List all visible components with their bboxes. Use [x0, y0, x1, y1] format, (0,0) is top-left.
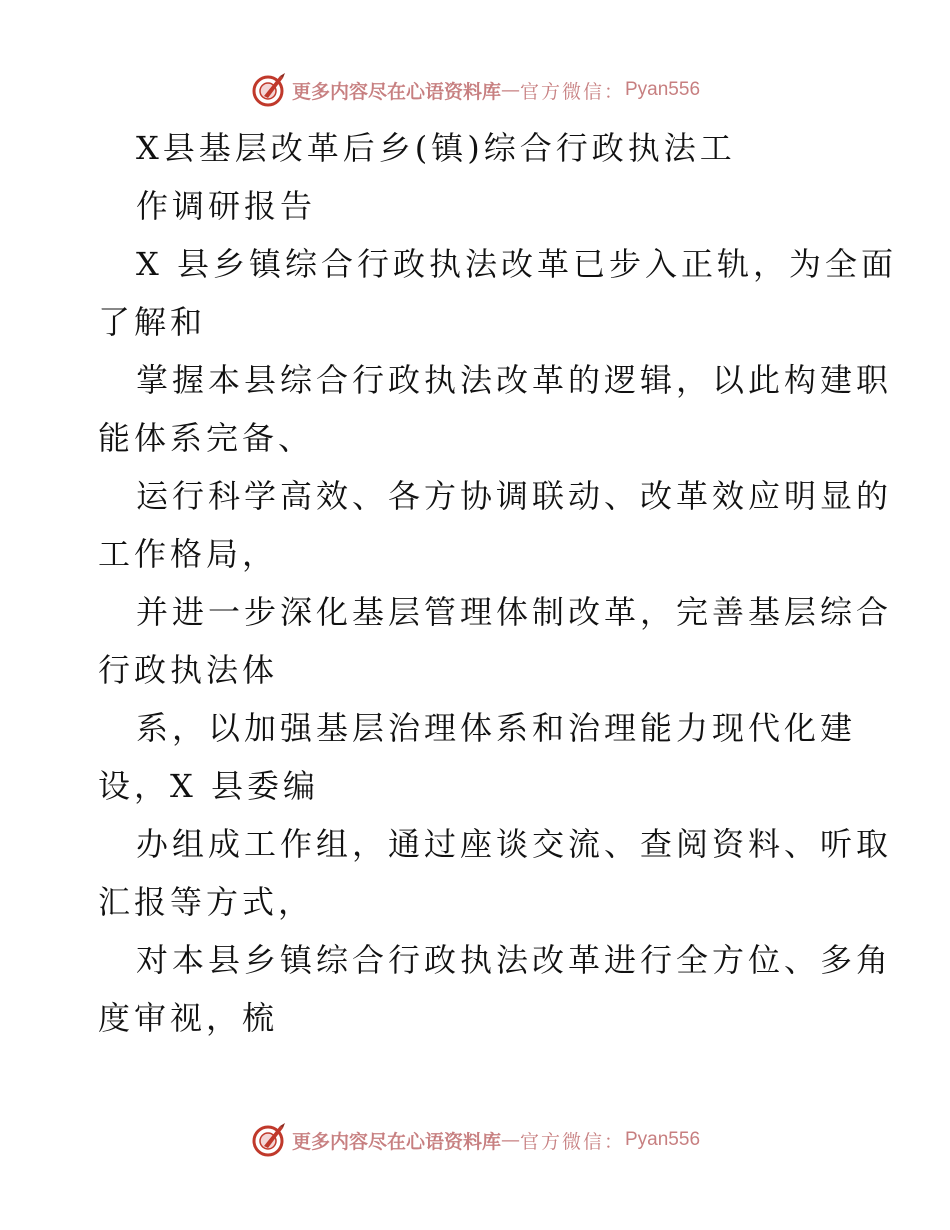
- paragraph-line: 并进一步深化基层管理体制改革，完善基层综合: [136, 593, 893, 631]
- watermark-site-text: 更多内容尽在心语资料库: [291, 80, 501, 103]
- paragraph-line: 了解和: [98, 303, 207, 341]
- watermark-wechat-id: Pyan556: [625, 1129, 701, 1150]
- paragraph-line: 办组成工作组，通过座谈交流、查阅资料、听取: [136, 825, 893, 863]
- paragraph-line: 系，以加强基层治理体系和治理能力现代化建: [136, 709, 857, 747]
- title-line-2: 作调研报告: [136, 187, 317, 225]
- footer-watermark: [0, 1120, 950, 1160]
- paragraph-line: 工作格局，: [98, 535, 279, 573]
- paragraph-line: 设，X 县委编: [98, 767, 319, 805]
- paragraph-line: 运行科学高效、各方协调联动、改革效应明显的: [136, 477, 893, 515]
- paragraph-line: X 县乡镇综合行政执法改革已步入正轨，为全面: [136, 245, 897, 283]
- watermark-dash: —: [500, 79, 520, 101]
- watermark-wechat-id: Pyan556: [625, 79, 701, 100]
- title-line-1: X县基层改革后乡(镇)综合行政执法工: [136, 129, 736, 167]
- header-watermark: [0, 70, 950, 110]
- paragraph-line: 汇报等方式，: [98, 883, 315, 921]
- watermark-official-label: 官方微信：: [519, 80, 625, 103]
- paragraph-line: 行政执法体: [98, 651, 279, 689]
- quill-logo-icon: [250, 72, 286, 108]
- paragraph-line: 对本县乡镇综合行政执法改革进行全方位、多角: [136, 941, 893, 979]
- paragraph-line: 能体系完备、: [98, 419, 315, 457]
- watermark-site-text: 更多内容尽在心语资料库: [291, 1130, 501, 1153]
- paragraph-line: 度审视，梳: [98, 999, 279, 1037]
- paragraph-line: 掌握本县综合行政执法改革的逻辑，以此构建职: [136, 361, 893, 399]
- quill-logo-icon: [250, 1122, 286, 1158]
- watermark-dash: —: [500, 1129, 520, 1151]
- watermark-official-label: 官方微信：: [519, 1130, 625, 1153]
